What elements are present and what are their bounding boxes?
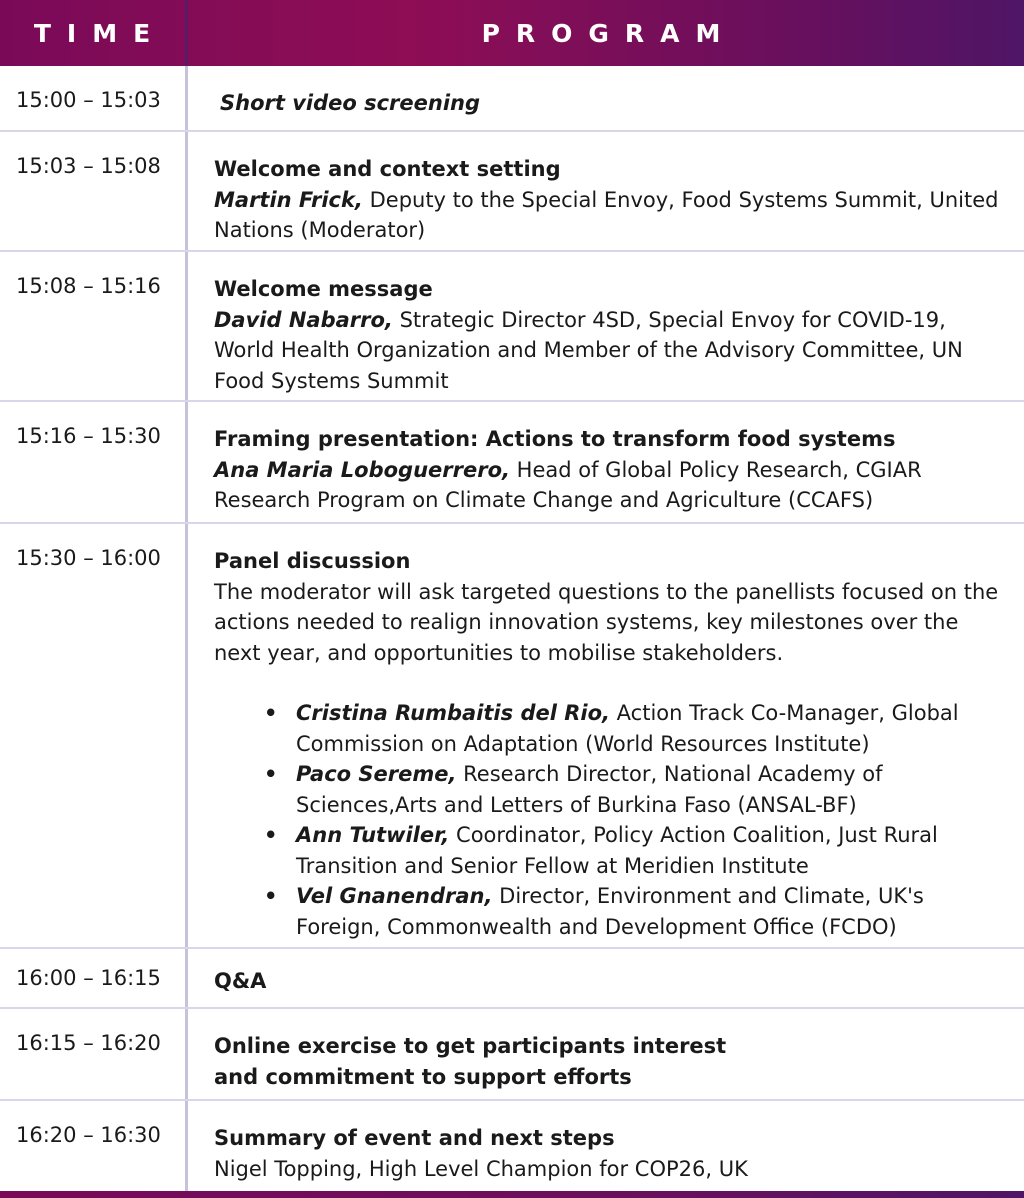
row-time: 16:15 – 16:20	[16, 1031, 161, 1055]
header-divider	[185, 0, 188, 66]
footer-bar	[0, 1191, 1024, 1198]
speaker-name: David Nabarro,	[214, 307, 393, 332]
header-program-label: PROGRAM	[481, 18, 737, 48]
bullet-icon: •	[264, 823, 278, 847]
speaker-role: Research Director, National Academy of Sciences,Arts and Letters of Burkina Faso (ANSAL-BF)	[296, 762, 883, 817]
speaker-name: Martin Frick,	[214, 187, 363, 212]
row-time: 15:16 – 15:30	[16, 424, 161, 448]
row-title: Welcome message	[214, 277, 433, 301]
row-title: Short video screening	[220, 91, 481, 115]
list-item	[214, 820, 1004, 881]
row-time: 15:03 – 15:08	[16, 154, 161, 178]
agenda-row	[0, 524, 1024, 949]
speaker-name: Ana Maria Loboguerrero,	[214, 457, 510, 482]
row-description: Nigel Topping, High Level Champion for COP26, UK	[214, 1156, 748, 1181]
speaker-role: Director, Environment and Climate, UK's Foreign, Commonwealth and Development Office (FCDO)	[296, 884, 924, 939]
row-title: Panel discussion	[214, 549, 411, 573]
row-title: Online exercise to get participants interest and commitment to support efforts	[214, 1034, 727, 1089]
row-title: Welcome and context setting	[214, 157, 561, 181]
speaker-role: Head of Global Policy Research, CGIAR Research Program on Climate Change and Agriculture (CCAFS)	[214, 457, 922, 512]
speaker-role: Deputy to the Special Envoy, Food Systems Summit, United Nations (Moderator)	[214, 187, 999, 242]
agenda-row	[0, 1009, 1024, 1101]
bullet-icon: •	[264, 701, 278, 725]
list-item	[214, 698, 1004, 759]
speaker-name: Cristina Rumbaitis del Rio,	[296, 701, 610, 725]
row-time: 16:20 – 16:30	[16, 1123, 161, 1147]
row-title: Framing presentation: Actions to transform food systems	[214, 427, 896, 451]
agenda-row	[0, 949, 1024, 1009]
speaker-role: Coordinator, Policy Action Coalition, Just Rural Transition and Senior Fellow at Meridien Institute	[296, 823, 938, 878]
agenda-row	[0, 402, 1024, 524]
speaker-name: Paco Sereme,	[296, 762, 457, 786]
row-time: 15:00 – 15:03	[16, 88, 161, 112]
header-time-label: TIME	[33, 18, 167, 48]
table-header	[0, 0, 1024, 66]
list-item	[214, 881, 1004, 942]
row-title: Summary of event and next steps	[214, 1126, 615, 1150]
list-item	[214, 759, 1004, 820]
agenda-row	[0, 66, 1024, 132]
row-time: 16:00 – 16:15	[16, 966, 161, 990]
row-description: The moderator will ask targeted questions to the panellists focused on the actions needed to realign innovation systems, key milestones over the next year, and opportunities to mobilise stakeholders.	[214, 579, 999, 665]
speaker-name: Ann Tutwiler,	[296, 823, 450, 847]
agenda-row	[0, 132, 1024, 252]
speaker-name: Vel Gnanendran,	[296, 884, 493, 908]
bullet-icon: •	[264, 762, 278, 786]
agenda-row	[0, 1101, 1024, 1191]
row-title: Q&A	[214, 969, 267, 993]
row-time: 15:30 – 16:00	[16, 546, 161, 570]
speaker-role: Action Track Co-Manager, Global Commission on Adaptation (World Resources Institute)	[296, 701, 959, 756]
row-time: 15:08 – 15:16	[16, 274, 161, 298]
panellist-list	[214, 698, 1004, 942]
bullet-icon: •	[264, 884, 278, 908]
speaker-role: Strategic Director 4SD, Special Envoy for COVID-19, World Health Organization and Member of the Advisory Committee, UN Food Systems Summit	[214, 307, 963, 393]
agenda-row	[0, 252, 1024, 402]
